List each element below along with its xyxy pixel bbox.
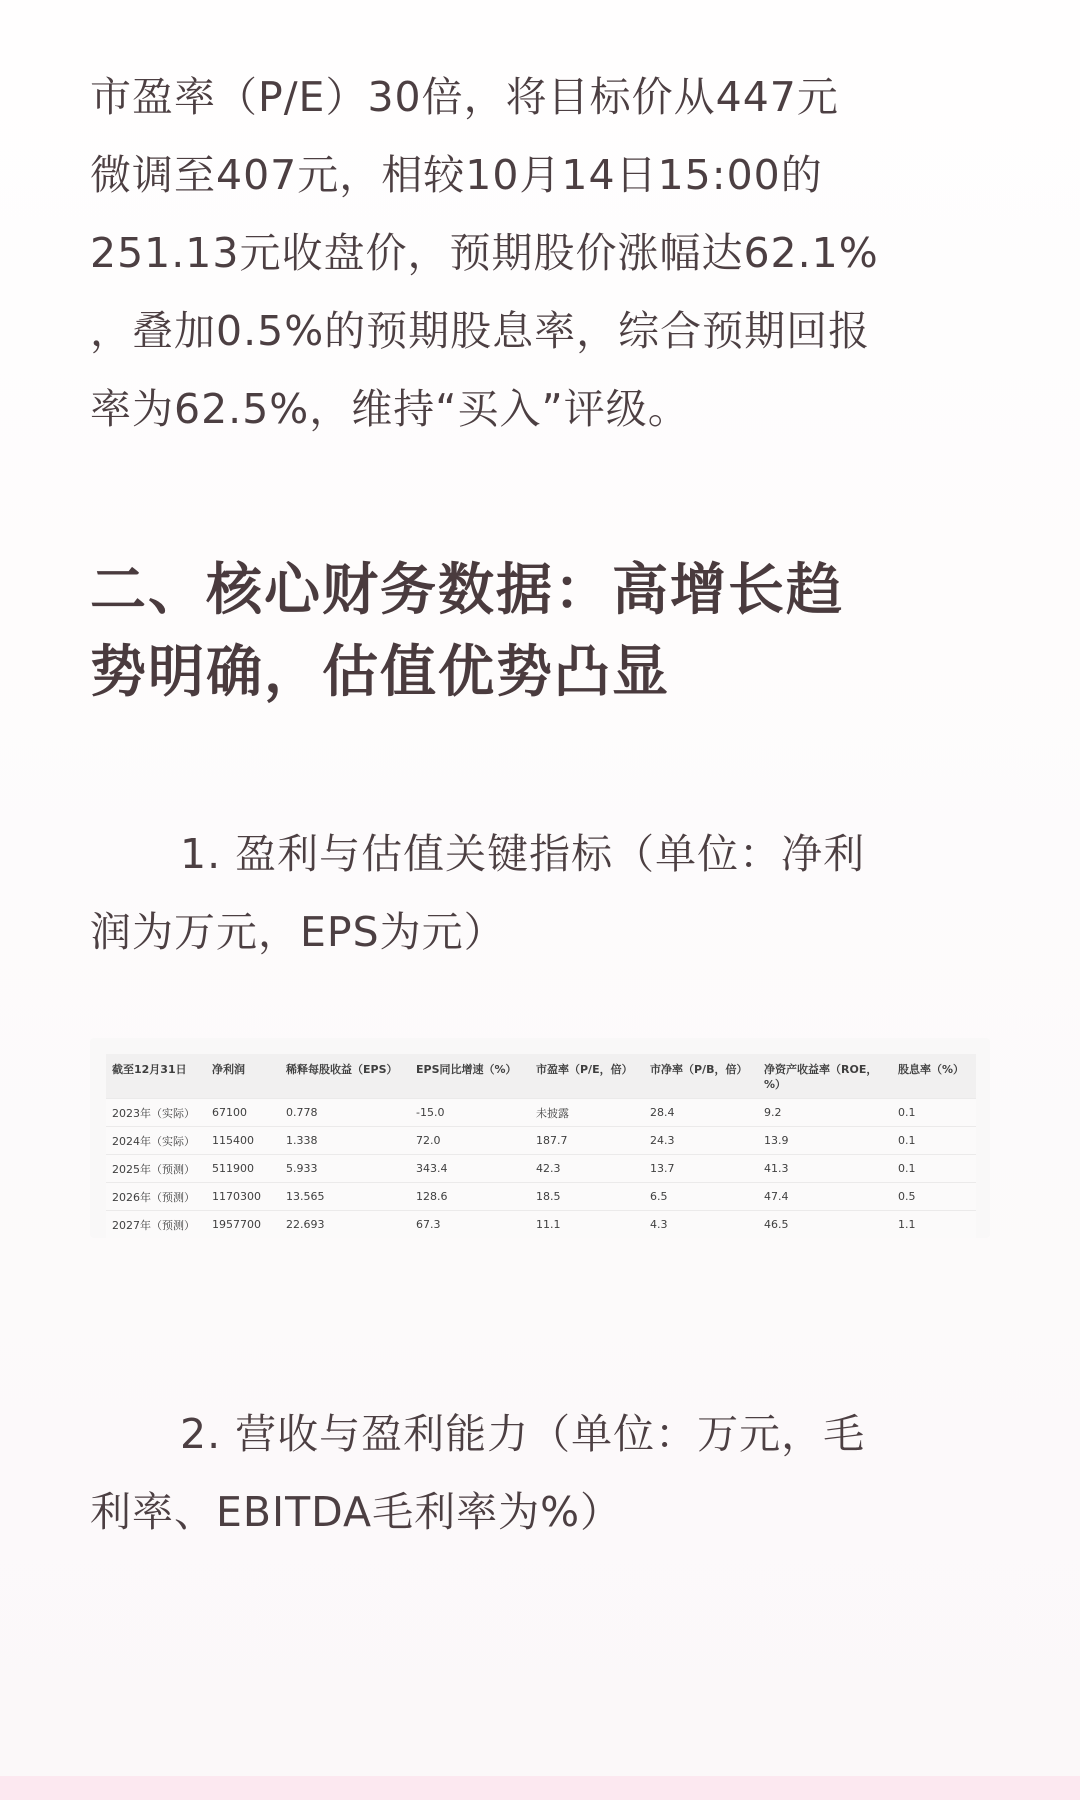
table-cell: 2026年（预测） bbox=[106, 1183, 206, 1211]
table-cell: 28.4 bbox=[644, 1099, 758, 1127]
table-row bbox=[106, 1211, 976, 1239]
table-cell: 未披露 bbox=[530, 1099, 644, 1127]
table-row bbox=[106, 1099, 976, 1127]
table-row bbox=[106, 1155, 976, 1183]
section-heading bbox=[90, 550, 990, 714]
subsection-title-line: 润为万元，EPS为元） bbox=[90, 908, 506, 956]
table-cell: 511900 bbox=[206, 1155, 280, 1183]
table-cell: 13.565 bbox=[280, 1183, 410, 1211]
table-cell: 9.2 bbox=[758, 1099, 892, 1127]
table-cell: 1957700 bbox=[206, 1211, 280, 1239]
table-cell: 22.693 bbox=[280, 1211, 410, 1239]
table-cell: -15.0 bbox=[410, 1099, 530, 1127]
intro-line: 市盈率（P/E）30倍，将目标价从447元 bbox=[90, 73, 839, 121]
financial-table bbox=[106, 1054, 976, 1238]
intro-line: 251.13元收盘价，预期股价涨幅达62.1% bbox=[90, 229, 879, 277]
header-cell-eps: 稀释每股收益（EPS） bbox=[280, 1054, 410, 1099]
header-cell-dividend-yield: 股息率（%） bbox=[892, 1054, 976, 1099]
table-cell: 0.1 bbox=[892, 1127, 976, 1155]
table-cell: 0.1 bbox=[892, 1155, 976, 1183]
header-cell-pe: 市盈率（P/E，倍） bbox=[530, 1054, 644, 1099]
table-cell: 42.3 bbox=[530, 1155, 644, 1183]
table-cell: 5.933 bbox=[280, 1155, 410, 1183]
subsection-title-line: 2. 营收与盈利能力（单位：万元，毛 bbox=[180, 1410, 866, 1458]
table-cell: 2024年（实际） bbox=[106, 1127, 206, 1155]
table-cell: 1170300 bbox=[206, 1183, 280, 1211]
intro-line: 微调至407元，相较10月14日15:00的 bbox=[90, 151, 823, 199]
section-heading-line: 二、核心财务数据：高增长趋 bbox=[90, 558, 844, 623]
table-cell: 0.5 bbox=[892, 1183, 976, 1211]
subsection-title-line: 利率、EBITDA毛利率为%） bbox=[90, 1488, 623, 1536]
header-cell-eps-growth: EPS同比增速（%） bbox=[410, 1054, 530, 1099]
intro-paragraph bbox=[90, 58, 990, 448]
section-heading-line: 势明确，估值优势凸显 bbox=[90, 640, 670, 705]
table-cell: 187.7 bbox=[530, 1127, 644, 1155]
subsection-title-line: 1. 盈利与估值关键指标（单位：净利 bbox=[180, 830, 866, 878]
table-row bbox=[106, 1127, 976, 1155]
intro-line: 率为62.5%，维持“买入”评级。 bbox=[90, 385, 690, 433]
header-cell-net-profit: 净利润 bbox=[206, 1054, 280, 1099]
bottom-band bbox=[0, 1776, 1080, 1800]
table-cell: 115400 bbox=[206, 1127, 280, 1155]
table-cell: 67100 bbox=[206, 1099, 280, 1127]
subsection-title-2 bbox=[90, 1395, 990, 1551]
table-cell: 128.6 bbox=[410, 1183, 530, 1211]
header-cell-roe: 净资产收益率（ROE，%） bbox=[758, 1054, 892, 1099]
table-cell: 47.4 bbox=[758, 1183, 892, 1211]
table-cell: 2023年（实际） bbox=[106, 1099, 206, 1127]
table-cell: 46.5 bbox=[758, 1211, 892, 1239]
table-cell: 6.5 bbox=[644, 1183, 758, 1211]
header-cell-date: 截至12月31日 bbox=[106, 1054, 206, 1099]
table-cell: 2025年（预测） bbox=[106, 1155, 206, 1183]
subsection-title-1 bbox=[90, 815, 990, 971]
table-cell: 72.0 bbox=[410, 1127, 530, 1155]
table-cell: 0.1 bbox=[892, 1099, 976, 1127]
table-cell: 11.1 bbox=[530, 1211, 644, 1239]
table-row bbox=[106, 1183, 976, 1211]
table-cell: 1.1 bbox=[892, 1211, 976, 1239]
table-cell: 2027年（预测） bbox=[106, 1211, 206, 1239]
table-cell: 67.3 bbox=[410, 1211, 530, 1239]
financial-table-image bbox=[90, 1038, 990, 1238]
table-cell: 13.9 bbox=[758, 1127, 892, 1155]
table-cell: 18.5 bbox=[530, 1183, 644, 1211]
table-cell: 41.3 bbox=[758, 1155, 892, 1183]
table-cell: 343.4 bbox=[410, 1155, 530, 1183]
table-cell: 24.3 bbox=[644, 1127, 758, 1155]
table-cell: 1.338 bbox=[280, 1127, 410, 1155]
table-cell: 0.778 bbox=[280, 1099, 410, 1127]
header-cell-pb: 市净率（P/B，倍） bbox=[644, 1054, 758, 1099]
intro-line: ，叠加0.5%的预期股息率，综合预期回报 bbox=[90, 307, 871, 355]
table-cell: 4.3 bbox=[644, 1211, 758, 1239]
table-cell: 13.7 bbox=[644, 1155, 758, 1183]
table-header-row bbox=[106, 1054, 976, 1099]
